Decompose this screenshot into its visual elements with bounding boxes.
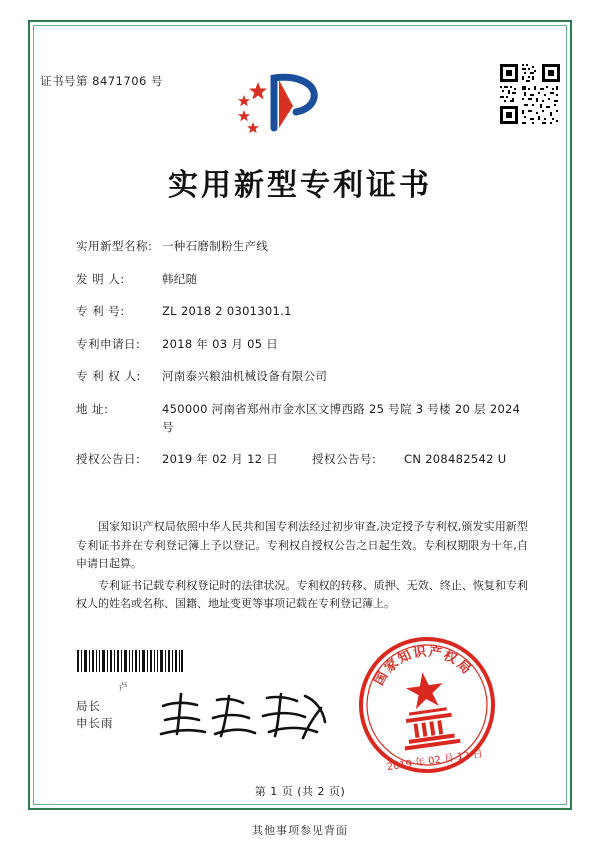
field-value: 2019 年 02 月 12 日	[162, 452, 279, 466]
legal-text	[76, 518, 528, 617]
paragraph-1: 国家知识产权局依照中华人民共和国专利法经过初步审查,决定授予专利权,颁发实用新型专利证书并在专利登记簿上予以登记。专利权自授权公告之日起生效。专利权期限为十年,自申请日起算。	[76, 520, 528, 570]
field-row-inventor	[76, 270, 528, 288]
field-value: 韩纪随	[162, 271, 198, 286]
svg-text:权: 权	[440, 648, 460, 668]
field-label: 地 址:	[76, 401, 109, 416]
paragraph-2: 专利证书记载专利权登记时的法律状况。专利权的转移、质押、无效、终止、恢复和专利权人的姓名或名称、国籍、地址变更等事项记载在专利登记簿上。	[76, 578, 528, 610]
field-row-patent-number	[76, 302, 528, 320]
field-label: 专利申请日:	[76, 336, 141, 351]
field-value: ZL 2018 2 0301301.1	[162, 304, 292, 318]
footer-note: 其他事项参见背面	[252, 824, 348, 837]
barcode-icon	[76, 650, 184, 672]
signature-label	[76, 698, 114, 732]
certificate-number: 证书号第 8471706 号	[40, 74, 164, 88]
field-value: 河南泰兴粮油机械设备有限公司	[162, 369, 328, 383]
seal-date: 2019 年 02 月 12 日	[386, 748, 484, 774]
page-title: 实用新型专利证书	[168, 168, 432, 203]
field-value-secondary: CN 208482542 U	[404, 452, 507, 466]
svg-text:识: 识	[412, 644, 428, 662]
field-row-name	[76, 237, 528, 255]
signature-handwriting-icon	[155, 688, 335, 744]
field-row-address	[76, 400, 528, 436]
field-row-application-date	[76, 335, 528, 353]
handwritten-mark: 卢	[117, 681, 130, 694]
official-seal	[352, 630, 502, 780]
field-label: 发 明 人:	[76, 271, 125, 286]
field-value: 450000 河南省郑州市金水区文博西路 25 号院 3 号楼 20 层 2024 号	[162, 401, 521, 434]
field-label: 专 利 权 人:	[76, 369, 141, 383]
field-label-secondary: 授权公告号:	[312, 452, 377, 466]
signature-name: 申长雨	[76, 716, 114, 730]
page-number: 第 1 页 (共 2 页)	[254, 785, 346, 798]
svg-text:局: 局	[453, 657, 474, 678]
svg-text:家: 家	[382, 656, 402, 676]
signature-title: 局长	[76, 699, 101, 713]
field-value: 一种石磨制粉生产线	[162, 239, 269, 253]
svg-text:国: 国	[371, 669, 392, 689]
field-row-grant-announcement	[76, 450, 528, 468]
cnipa-logo-icon	[222, 62, 332, 134]
svg-text:产: 产	[427, 644, 443, 662]
svg-text:知: 知	[395, 647, 414, 667]
field-label: 实用新型名称:	[76, 239, 153, 253]
qr-code-icon	[498, 62, 562, 126]
field-label: 专 利 号:	[76, 304, 125, 318]
field-value: 2018 年 03 月 05 日	[162, 336, 279, 351]
field-list	[76, 237, 528, 483]
field-row-patentee	[76, 367, 528, 385]
field-label: 授权公告日:	[76, 452, 141, 466]
